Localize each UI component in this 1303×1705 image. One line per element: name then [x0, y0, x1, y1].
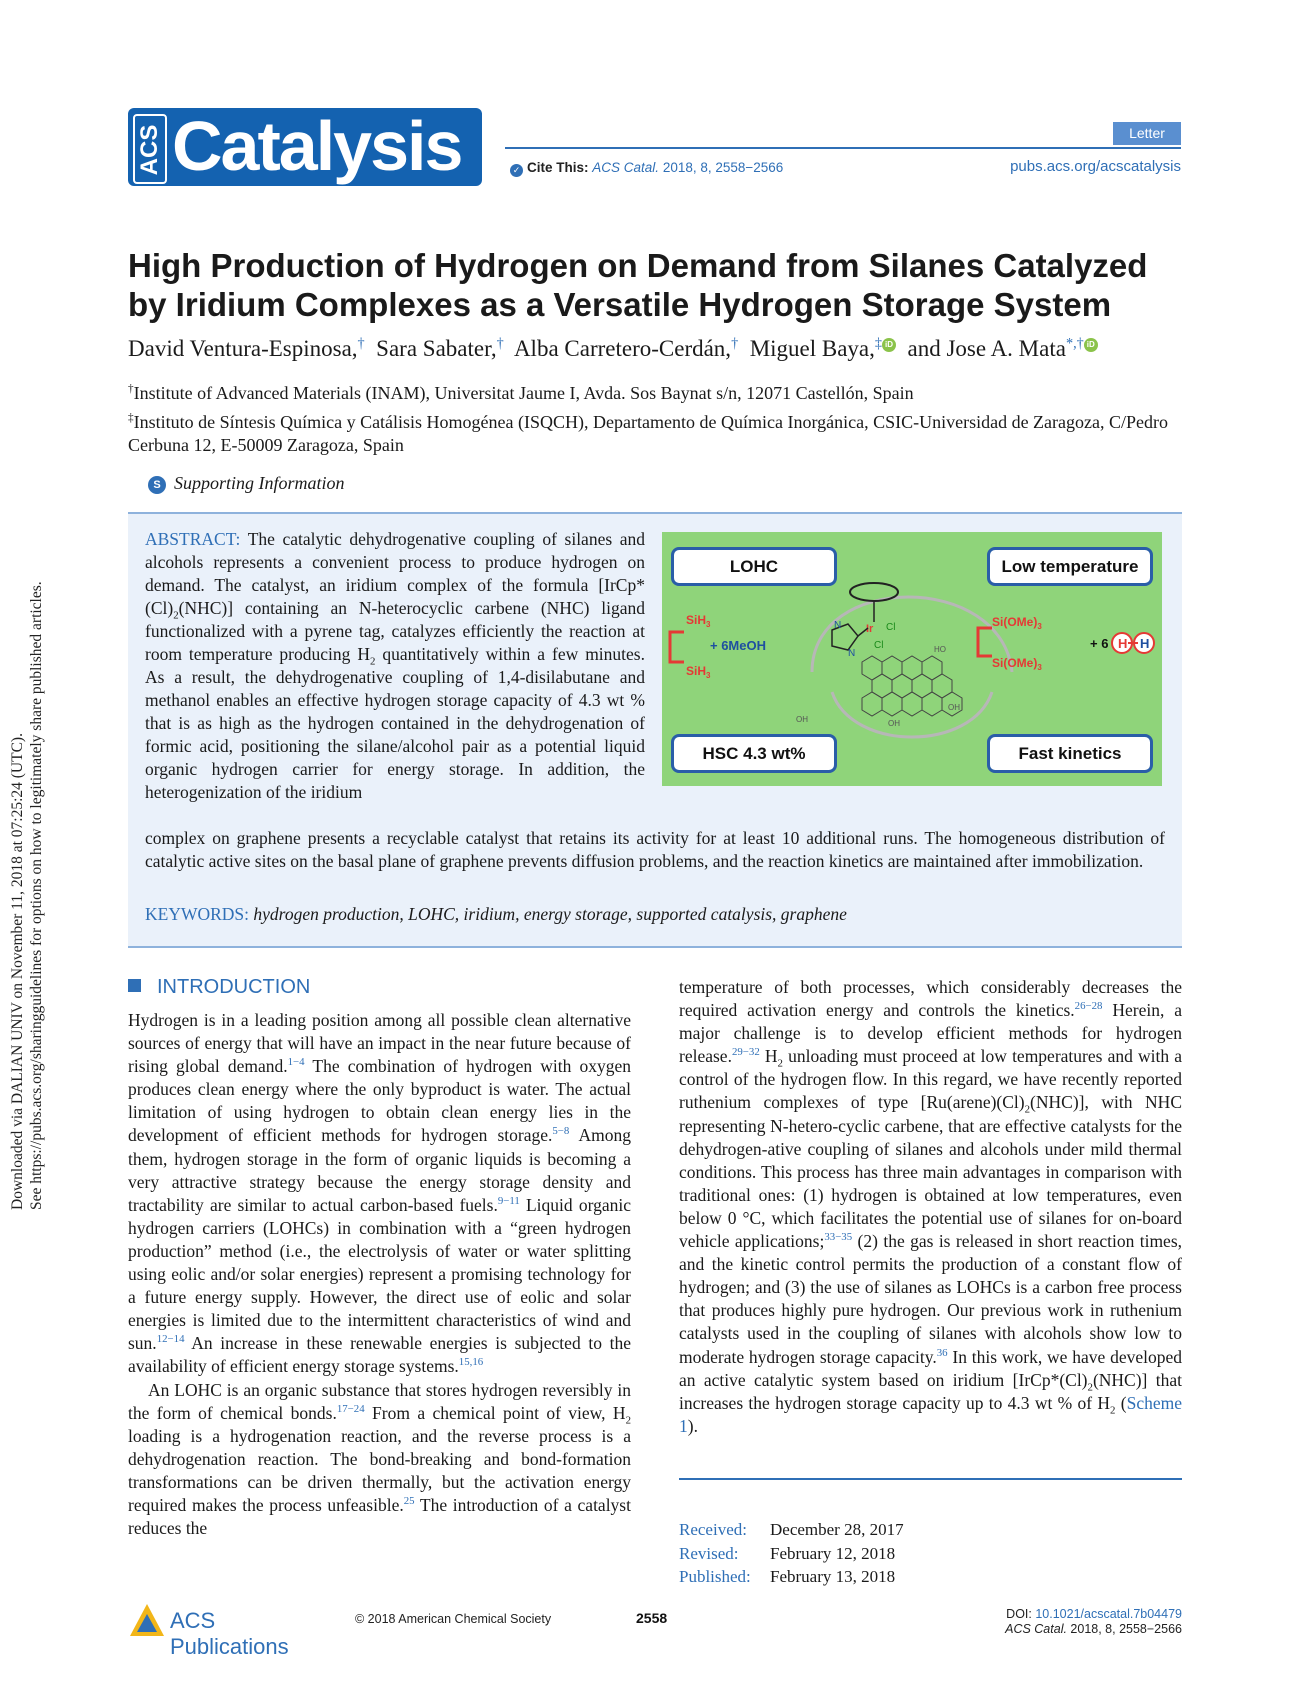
- header-rule: [505, 147, 1181, 149]
- author-name[interactable]: David Ventura-Espinosa,: [128, 336, 358, 361]
- history-label: Revised:: [679, 1543, 739, 1563]
- orcid-icon[interactable]: iD: [882, 338, 896, 352]
- toc-chloride: Cl: [874, 640, 884, 651]
- toc-graphene: [862, 656, 962, 716]
- journal-abbrev: ACS Catal.: [1005, 1622, 1067, 1636]
- text-run: Hydrogen is in a leading position among all possible clean alternative sources of energy that will have an impact in the near future because of rising global demand.: [128, 1010, 631, 1077]
- abstract-segment: quantitatively within a few minutes. As a result, the dehydrogenative coupling of 1,4-disilabutane and methanol enables an effective hydrogen storage capacity of 4.3 wt % that is as high as the hydrogen contained in the dehydrogenation of formic acid, positioning the silane/alcohol pair as a potential liquid organic hydrogen carrier for energy storage. In addition, the heterogenization of the iridium: [145, 644, 645, 802]
- affiliation-2: [128, 411, 1188, 457]
- section-heading-introduction: [128, 976, 310, 999]
- subscript: 2: [625, 1414, 631, 1427]
- reference-link[interactable]: 15,16: [458, 1356, 484, 1369]
- toc-hydroxyl: HO: [934, 645, 946, 654]
- check-circle-icon: ✓: [510, 164, 523, 177]
- toc-hydroxyl: OH: [888, 719, 900, 728]
- reference-link[interactable]: 1−4: [287, 1056, 305, 1069]
- reference-link[interactable]: 5−8: [552, 1125, 570, 1138]
- text-run: (: [1115, 1392, 1127, 1413]
- affiliation-text: Instituto de Síntesis Química y Catálisis Homogénea (ISQCH), Departamento de Química Inorgánica, CSIC-Universidad de Zaragoza, C/Pedro Cerbuna 12, E-50009 Zaragoza, Spain: [128, 412, 1169, 455]
- keywords-list: hydrogen production, LOHC, iridium, energy storage, supported catalysis, graphene: [253, 904, 847, 924]
- history-rule: [679, 1478, 1182, 1480]
- text-run: ).: [687, 1415, 698, 1436]
- abstract-continuation: complex on graphene presents a recyclable catalyst that retains its activity for at least 10 additional runs. The homogeneous distribution of catalytic active sites on the basal plane of graphene prevents diffusion problems, and the reaction kinetics are maintained after immobilization.: [145, 828, 1165, 871]
- toc-iridium: Ir: [866, 623, 874, 635]
- toc-bracket: [670, 632, 684, 662]
- affiliation-mark: *,†: [1065, 335, 1084, 352]
- reference-link[interactable]: 36: [936, 1346, 948, 1359]
- history-label: Published:: [679, 1567, 751, 1586]
- affiliation-1: [128, 383, 914, 404]
- toc-graphic: [662, 532, 1162, 786]
- toc-chloride: Cl: [886, 622, 896, 633]
- toc-methanol: + 6MeOH: [710, 638, 766, 653]
- toc-scheme: [662, 532, 1162, 786]
- toc-siome3-top: $Si(OMe)_3$: [992, 615, 1042, 631]
- toc-plus-six: + 6: [1090, 636, 1109, 651]
- text-run: An LOHC is an organic substance that stores hydrogen reversibly in the form of chemical bonds.: [128, 1379, 631, 1423]
- reference-link[interactable]: 12−14: [156, 1333, 185, 1346]
- journal-logo[interactable]: [128, 108, 482, 186]
- history-revised: [679, 1542, 904, 1566]
- toc-label-hsc: HSC 4.3 wt%: [671, 734, 837, 773]
- subscript: 2: [777, 1057, 783, 1070]
- toc-bracket: [978, 628, 992, 656]
- text-run: (NHC)] that increases the hydrogen storage capacity up to 4.3 wt % of H: [679, 1369, 1182, 1413]
- abstract-segment: The catalytic dehydrogenative coupling of silanes and alcohols represents a convenient process to produce hydrogen on demand. The catalyst, an iridium complex of the formula [IrCp*(Cl): [145, 529, 646, 618]
- history-received: [679, 1518, 904, 1542]
- paragraph: [128, 1009, 631, 1379]
- paragraph: [679, 976, 1182, 1438]
- affiliation-mark: †: [128, 383, 134, 395]
- toc-arc: [812, 597, 1012, 672]
- cite-this[interactable]: [510, 160, 783, 177]
- journal-volume: 2018, 8, 2558−2566: [1066, 1622, 1182, 1636]
- text-run: (NHC)], with NHC representing N-hetero-cyclic carbene, that are effective catalysts for the dehydrogen-ative coupling of silanes and alcohols under mild thermal conditions. This process has three main advantages in comparison with traditional ones: (1) hydrogen is obtained at low temperatures, even below 0 °C, which facilitates the potential use of silanes for on-board vehicle applications;: [679, 1092, 1182, 1252]
- subscript: 2: [173, 609, 179, 622]
- cite-journal: ACS Catal.: [592, 160, 660, 175]
- orcid-icon[interactable]: iD: [1084, 338, 1098, 352]
- reference-link[interactable]: 25: [403, 1495, 415, 1508]
- toc-nitrogen: N: [848, 648, 856, 659]
- history-date: February 12, 2018: [770, 1543, 896, 1563]
- abstract-segment: (NHC)] containing an N-heterocyclic carbene (NHC) ligand functionalized with a pyrene tag, catalyzes efficiently the reaction at room temperature producing H: [145, 598, 645, 664]
- doi-block: [930, 1607, 1182, 1637]
- affiliation-text: Institute of Advanced Materials (INAM), Universitat Jaume I, Avda. Sos Baynat s/n, 12071 Castellón, Spain: [133, 383, 914, 403]
- toc-sih3-top: SiH$_3$: [686, 613, 711, 629]
- affiliation-mark: †: [731, 335, 739, 352]
- abstract-text: [145, 528, 645, 804]
- scheme-link[interactable]: Scheme 1: [679, 1392, 1183, 1436]
- author-name[interactable]: Miguel Baya,: [749, 336, 875, 361]
- section-heading-text: INTRODUCTION: [157, 976, 311, 998]
- copyright-notice: © 2018 American Chemical Society: [355, 1612, 552, 1626]
- abstract-label: ABSTRACT:: [145, 529, 241, 549]
- toc-cp-ring: [850, 583, 898, 601]
- doi-line: [930, 1607, 1182, 1622]
- right-column: [679, 976, 1182, 1438]
- reference-link[interactable]: 29−32: [731, 1046, 760, 1059]
- acs-publications-logo[interactable]: [128, 1602, 333, 1659]
- author-name[interactable]: Sara Sabater,: [376, 336, 497, 361]
- cite-ref: 2018, 8, 2558−2566: [662, 160, 784, 175]
- text-run: loading is a hydrogenation reaction, and the reverse process is a dehydrogenation reaction. The bond-breaking and bond-formation transformations can be driven thermally, but the activation energy required makes the process unfeasible.: [128, 1425, 631, 1515]
- journal-url-link[interactable]: pubs.acs.org/acscatalysis: [1010, 158, 1181, 175]
- text-run: The combination of hydrogen with oxygen produces clean energy where the only byproduct is water. The actual limitation of using hydrogen to obtain clean energy lies in the development of efficient methods for hydrogen storage.: [128, 1056, 631, 1146]
- page-number: 2558: [636, 1610, 668, 1626]
- toc-label-fast-kinetics: Fast kinetics: [987, 734, 1153, 773]
- toc-label-lohc: LOHC: [671, 547, 837, 586]
- text-run: temperature of both processes, which considerably decreases the required activation energy and controls the kinetics.: [679, 977, 1182, 1021]
- toc-sih3-bottom: SiH$_3$: [686, 664, 711, 680]
- subscript: 2: [1110, 1404, 1116, 1417]
- text-run: unloading must proceed at low temperatures and with a control of the hydrogen flow. In this regard, we have recently reported ruthenium complexes of type [Ru(arene)(Cl): [679, 1046, 1182, 1113]
- reference-link[interactable]: 26−28: [1074, 1000, 1103, 1013]
- text-run: An increase in these renewable energies is subjected to the availability of efficient energy storage systems.: [128, 1333, 631, 1377]
- subscript: 2: [1087, 1381, 1093, 1394]
- journal-ref: [930, 1622, 1182, 1637]
- article-type-badge: Letter: [1113, 122, 1181, 145]
- article-title: High Production of Hydrogen on Demand from Silanes Catalyzed by Iridium Complexes as a Versatile Hydrogen Storage System: [128, 247, 1148, 323]
- history-date: February 13, 2018: [770, 1567, 896, 1586]
- supporting-info-icon: S: [148, 476, 166, 494]
- affiliation-mark: †: [496, 335, 504, 352]
- toc-hydroxyl: OH: [948, 703, 960, 712]
- text-run: H: [759, 1046, 778, 1067]
- doi-label: DOI:: [1006, 1607, 1036, 1621]
- text-run: In this work, we have developed an active catalytic system based on iridium [IrCp*(Cl): [679, 1346, 1183, 1390]
- paragraph: [128, 1379, 631, 1541]
- affiliation-mark: ‡: [128, 412, 134, 424]
- watermark-line-1: Downloaded via DALIAN UNIV on November 11, 2018 at 07:25:24 (UTC).: [9, 733, 26, 1210]
- keywords: [145, 904, 847, 925]
- history-label: Received:: [679, 1520, 747, 1539]
- subscript: 2: [1024, 1103, 1031, 1116]
- cite-label: Cite This:: [527, 160, 589, 175]
- keywords-label: KEYWORDS:: [145, 904, 250, 924]
- reference-link[interactable]: 9−11: [497, 1194, 520, 1207]
- reference-link[interactable]: 33−35: [824, 1231, 853, 1244]
- text-run: Liquid organic hydrogen carriers (LOHCs) in combination with a “green hydrogen production” method (i.e., the electrolysis of water or water splitting using eolic and/or solar energies) represent a promising technology for a future energy supply. However, the direct use of eolic and solar energies is limited due to the intermittent characteristics of wind and sun.: [128, 1194, 631, 1354]
- text-run: (2) the gas is released in short reaction times, and the kinetic control permits the production of a constant flow of hydrogen; and (3) the use of silanes as LOHCs is a carbon free process that produces highly pure hydrogen. Our previous work in ruthenium catalysts used in the coupling of silanes with alcohols show low to moderate hydrogen storage capacity.: [679, 1231, 1183, 1367]
- logo-wordmark: Catalysis: [172, 107, 462, 185]
- history-date: December 28, 2017: [770, 1520, 904, 1539]
- toc-arc: [832, 692, 992, 737]
- toc-nitrogen: N: [834, 620, 842, 631]
- text-run: From a chemical point of view, H: [364, 1402, 626, 1423]
- publisher-name: ACS Publications: [170, 1608, 289, 1659]
- author-list: [128, 336, 1098, 362]
- affiliation-mark: ‡: [874, 335, 883, 352]
- square-bullet-icon: [128, 979, 141, 992]
- text-run: Herein, a major challenge is to develop efficient methods for hydrogen release.: [679, 1000, 1182, 1067]
- toc-label-low-temperature: Low temperature: [987, 547, 1153, 586]
- history-published: [679, 1565, 904, 1589]
- subscript: 2: [370, 655, 376, 668]
- reference-link[interactable]: 17−24: [336, 1402, 365, 1415]
- text-run: Among them, hydrogen storage in the form of organic liquids is becoming a very attractive strategy because the energy storage density and tractability are similar to actual carbon-based fuels.: [128, 1125, 631, 1215]
- toc-h-label: H: [1118, 636, 1128, 651]
- text-run: The introduction of a catalyst reduces the: [128, 1494, 631, 1539]
- author-name[interactable]: and Jose A. Mata: [907, 336, 1066, 361]
- watermark-line-2: See https://pubs.acs.org/sharingguidelines for options on how to legitimately share published articles.: [28, 581, 45, 1210]
- toc-siome3-bottom: $Si(OMe)_3$: [992, 656, 1042, 672]
- doi-link[interactable]: 10.1021/acscatal.7b04479: [1035, 1607, 1182, 1621]
- download-watermark: [8, 510, 46, 1210]
- publication-history: [679, 1518, 904, 1589]
- author-name[interactable]: Alba Carretero-Cerdán,: [513, 336, 732, 361]
- affiliation-mark: †: [357, 335, 365, 352]
- toc-hydroxyl: OH: [796, 715, 808, 724]
- acs-triangle-icon: [128, 1602, 166, 1640]
- supporting-information-link[interactable]: [148, 473, 345, 494]
- logo-acs-mark: ACS: [133, 114, 167, 184]
- left-column: [128, 1009, 631, 1540]
- supporting-info-label: Supporting Information: [174, 473, 345, 493]
- toc-h-label: H: [1140, 636, 1150, 651]
